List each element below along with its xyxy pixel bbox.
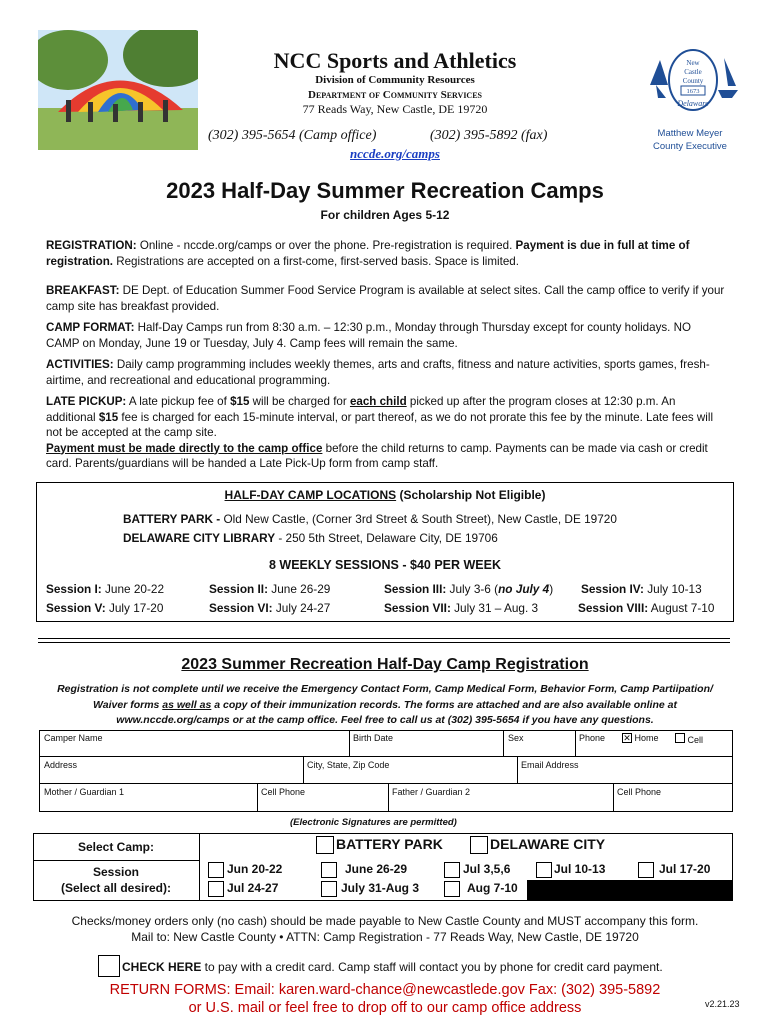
- session-item: Session III: July 3-6 (no July 4): [384, 582, 554, 596]
- seal-county: County: [682, 77, 704, 85]
- registration-label: REGISTRATION:: [46, 239, 137, 252]
- form-line: [39, 783, 733, 784]
- form-line: [575, 730, 576, 756]
- session-checkbox[interactable]: [444, 881, 460, 897]
- signatures-note: (Electronic Signatures are permitted): [290, 817, 457, 828]
- late-pickup-paragraph: LATE PICKUP: A late pickup fee of $15 will be charged for each child picked up after the program closes at 12:30 p.m. An additional $15 fee is charged for each 15-minute interval, or part thereof, as we do not prorate this fee by the minute. Late fees will not be accepted at the camp site. Payment must be made directly to the camp office before the child returns to camp. Payments can be made via cash or credit card. Parents/guardians will be handed a Late Pick-Up form from camp staff.: [46, 395, 714, 470]
- delaware-city-label: DELAWARE CITY: [490, 836, 606, 852]
- guardian1-cell-field[interactable]: Cell Phone: [261, 787, 306, 797]
- form-line: [388, 783, 389, 812]
- version-label: v2.21.23: [705, 999, 740, 1009]
- registration-note: Registration is not complete until we receive the Emergency Contact Form, Camp Medical Form, Behavior Form, Camp Partiipation/ Waiver forms as well as a copy of their immunization records. The forms are attached and are also available online at www.nccde.org/camps or at the camp office. Feel free to call us at (302) 395-5654 if you have any questions.: [57, 683, 713, 726]
- session-option: July 31-Aug 3: [341, 881, 420, 895]
- registration-paragraph: REGISTRATION: Online - nccde.org/camps or over the phone. Pre-registration is required. Payment is due in full at time of registration. Registrations are accepted on a first-come, first-served basis. Space is limited.: [46, 239, 690, 268]
- form-line: [257, 783, 258, 812]
- form-line: [303, 756, 304, 783]
- session-option: June 26-29: [345, 862, 408, 876]
- session-checkbox[interactable]: [208, 862, 224, 878]
- session-option: Jul 24-27: [227, 881, 279, 895]
- battery-park-label: BATTERY PARK: [336, 836, 443, 852]
- locations-heading: HALF-DAY CAMP LOCATIONS (Scholarship Not Eligible): [224, 488, 546, 502]
- guardian2-field[interactable]: Father / Guardian 2: [392, 787, 471, 797]
- session-checkbox[interactable]: [321, 862, 337, 878]
- return-forms-line: RETURN FORMS: Email: karen.ward-chance@newcastlede.gov Fax: (302) 395-5892: [109, 982, 661, 998]
- session-option: Jun 20-22: [227, 862, 283, 876]
- form-line: [613, 783, 614, 812]
- form-line: [39, 756, 733, 757]
- phone-office: (302) 395-5654 (Camp office): [208, 128, 377, 143]
- late-label: LATE PICKUP:: [46, 395, 127, 408]
- department: Department of Community Services: [308, 89, 482, 101]
- address-field[interactable]: Address: [44, 760, 78, 770]
- page-subtitle: For children Ages 5-12: [320, 208, 450, 222]
- seal-year: 1673: [686, 88, 700, 95]
- session-option: Jul 17-20: [659, 862, 711, 876]
- home-option[interactable]: ✕ Home: [623, 733, 659, 743]
- city-state-zip-field[interactable]: City, State, Zip Code: [307, 760, 390, 770]
- return-forms-line2: or U.S. mail or feel free to drop off to our camp office address: [188, 1000, 582, 1016]
- guardian1-field[interactable]: Mother / Guardian 1: [44, 787, 125, 797]
- session-item: Session I: June 20-22: [46, 582, 165, 596]
- org-title: NCC Sports and Athletics: [273, 48, 517, 73]
- session-checkbox[interactable]: [444, 862, 460, 878]
- registration-title: 2023 Summer Recreation Half-Day Camp Registration: [181, 656, 589, 673]
- page-title: 2023 Half-Day Summer Recreation Camps: [166, 178, 604, 203]
- session-item: Session IV: July 10-13: [581, 582, 702, 596]
- home-checkbox[interactable]: ✕: [623, 733, 631, 743]
- birth-date-field[interactable]: Birth Date: [353, 733, 394, 743]
- session-checkbox[interactable]: [638, 862, 654, 878]
- format-label: CAMP FORMAT:: [46, 321, 135, 334]
- activities-paragraph: ACTIVITIES: Daily camp programming includes weekly themes, arts and crafts, fitness and nature activities, sports games, fresh-airtime, and recreational and educational programming.: [46, 358, 710, 387]
- camp-format-paragraph: CAMP FORMAT: Half-Day Camps run from 8:30 a.m. – 12:30 p.m., Monday through Thursday except for county holidays. NO CAMP on Monday, June 19 or Tuesday, July 4. Camp fees will remain the same.: [46, 321, 691, 350]
- session-checkbox[interactable]: [536, 862, 552, 878]
- payment-instructions: Checks/money orders only (no cash) should be made payable to New Castle County and MUST accompany this form. Mail to: New Castle County • ATTN: Camp Registration - 77 Reads Way, New Castle, DE 19720: [71, 914, 699, 944]
- form-line: [349, 730, 350, 756]
- select-camp-label: Select Camp:: [77, 840, 155, 854]
- cell-checkbox[interactable]: [675, 733, 685, 743]
- website-link[interactable]: nccde.org/camps: [350, 146, 440, 161]
- session-checkbox[interactable]: [321, 881, 337, 897]
- session-option: Aug 7-10: [467, 881, 518, 895]
- guardian2-cell-field[interactable]: Cell Phone: [617, 787, 662, 797]
- header-photo: [38, 30, 198, 150]
- sex-field[interactable]: Sex: [508, 733, 524, 743]
- credit-card-checkbox[interactable]: [98, 955, 120, 977]
- phone-fax: (302) 395-5892 (fax): [430, 128, 548, 143]
- seal-delaware: Delaware: [677, 99, 709, 108]
- session-item: Session VIII: August 7-10: [578, 601, 715, 615]
- divider: [38, 638, 730, 639]
- form-line: [503, 730, 504, 756]
- exec-title: County Executive: [653, 141, 727, 152]
- session-select-label: Session (Select all desired):: [60, 865, 172, 895]
- session-option: Jul 10-13: [554, 862, 606, 876]
- session-option: Jul 3,5,6: [463, 862, 511, 876]
- battery-park-checkbox[interactable]: [316, 836, 334, 854]
- address: 77 Reads Way, New Castle, DE 19720: [302, 102, 488, 116]
- county-executive: [640, 127, 740, 153]
- seal-new: New: [686, 59, 700, 67]
- table-line: [33, 860, 199, 861]
- breakfast-label: BREAKFAST:: [46, 284, 120, 297]
- blacked-out-cell: [527, 880, 732, 900]
- session-item: Session II: June 26-29: [209, 582, 331, 596]
- exec-name: Matthew Meyer: [657, 128, 723, 139]
- credit-card-line: CHECK HERE to pay with a credit card. Camp staff will contact you by phone for credit card payment.: [122, 960, 663, 974]
- sessions-heading: 8 WEEKLY SESSIONS - $40 PER WEEK: [268, 558, 502, 572]
- phone-field[interactable]: Phone: [579, 733, 606, 743]
- session-item: Session VI: July 24-27: [209, 601, 331, 615]
- camper-name-field[interactable]: Camper Name: [44, 733, 103, 743]
- activities-label: ACTIVITIES:: [46, 358, 114, 371]
- county-seal: [646, 40, 740, 118]
- session-checkbox[interactable]: [208, 881, 224, 897]
- location-delaware-city: DELAWARE CITY LIBRARY - 250 5th Street, Delaware City, DE 19706: [123, 531, 498, 545]
- email-field[interactable]: Email Address: [521, 760, 579, 770]
- delaware-city-checkbox[interactable]: [470, 836, 488, 854]
- session-item: Session VII: July 31 – Aug. 3: [384, 601, 539, 615]
- divider: [38, 642, 730, 643]
- session-item: Session V: July 17-20: [46, 601, 164, 615]
- table-line: [199, 833, 200, 901]
- location-battery-park: BATTERY PARK - Old New Castle, (Corner 3rd Street & South Street), New Castle, DE 19720: [123, 512, 617, 526]
- form-line: [517, 756, 518, 783]
- cell-option[interactable]: Cell: [675, 733, 703, 745]
- breakfast-paragraph: BREAKFAST: DE Dept. of Education Summer Food Service Program is available at select sites. Call the camp office to verify if your camp site has breakfast provided.: [46, 284, 725, 313]
- division: Division of Community Resources: [315, 74, 475, 86]
- seal-castle: Castle: [684, 68, 702, 76]
